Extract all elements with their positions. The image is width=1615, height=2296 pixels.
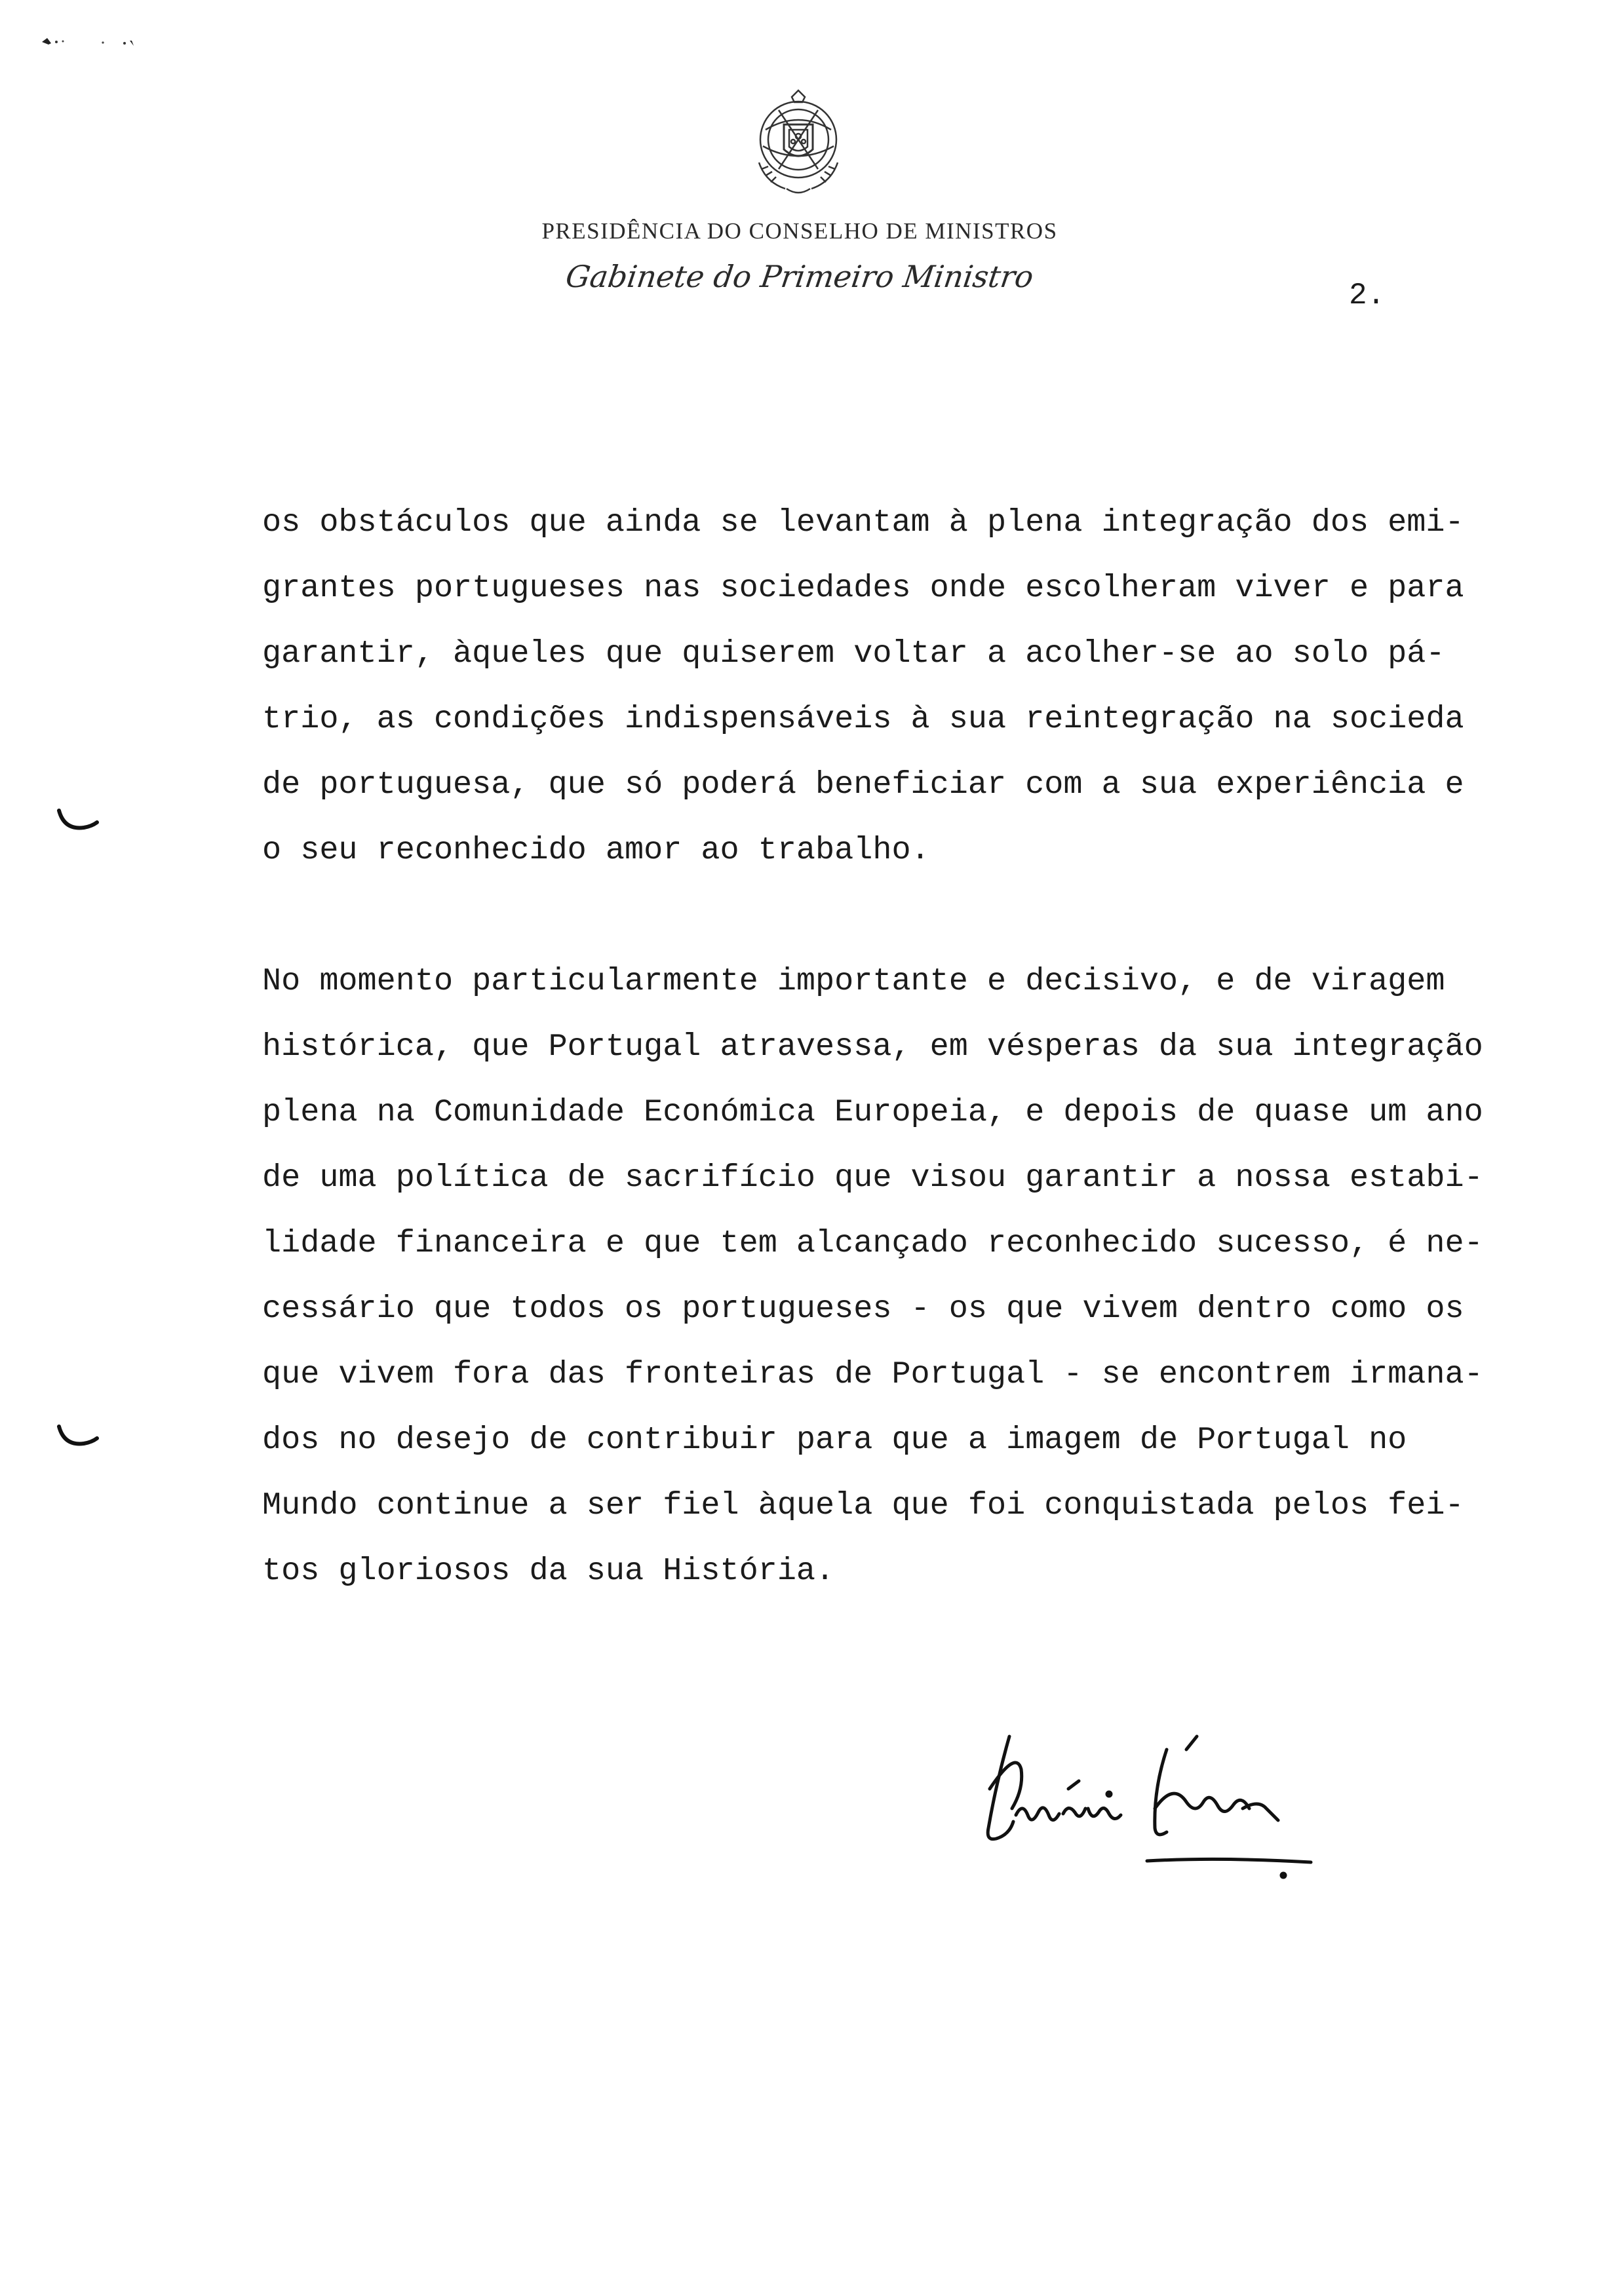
text-line: trio, as condições indispensáveis à sua reintegração na socieda: [262, 701, 1464, 737]
page-number: 2.: [1349, 278, 1386, 313]
paragraph: [262, 490, 1547, 883]
letterhead-title: PRESIDÊNCIA DO CONSELHO DE MINISTROS: [541, 218, 1058, 244]
text-line: o seu reconhecido amor ao trabalho.: [262, 832, 930, 868]
scan-artifact-icon: [41, 31, 152, 51]
text-line: Mundo continue a ser fiel àquela que foi conquistada pelos fei-: [262, 1487, 1464, 1523]
text-line: grantes portugueses nas sociedades onde escolheram viver e para: [262, 570, 1464, 606]
text-line: dos no desejo de contribuir para que a imagem de Portugal no: [262, 1422, 1407, 1458]
punch-hole-mark-icon: [52, 1419, 105, 1458]
text-line: tos gloriosos da sua História.: [262, 1553, 835, 1589]
handwritten-signature-icon: [970, 1710, 1337, 1887]
text-line: plena na Comunidade Económica Europeia, e depois de quase um ano: [262, 1094, 1483, 1130]
text-line: lidade financeira e que tem alcançado reconhecido sucesso, é ne-: [262, 1225, 1483, 1261]
text-line: cessário que todos os portugueses - os que vivem dentro como os: [262, 1291, 1464, 1327]
text-line: histórica, que Portugal atravessa, em vésperas da sua integração: [262, 1029, 1483, 1065]
text-line: garantir, àqueles que quiserem voltar a acolher-se ao solo pá-: [262, 636, 1445, 672]
text-line: No momento particularmente importante e decisivo, e de viragem: [262, 963, 1445, 999]
coat-of-arms-icon: [739, 84, 857, 202]
letterhead-subtitle: Gabinete do Primeiro Ministro: [563, 259, 1036, 294]
text-line: que vivem fora das fronteiras de Portugal - se encontrem irmana-: [262, 1356, 1483, 1392]
paragraph: [262, 949, 1547, 1604]
punch-hole-mark-icon: [52, 803, 105, 842]
text-line: os obstáculos que ainda se levantam à plena integração dos emi-: [262, 505, 1464, 541]
text-line: de uma política de sacrifício que visou garantir a nossa estabi-: [262, 1160, 1483, 1196]
text-line: de portuguesa, que só poderá beneficiar com a sua experiência e: [262, 767, 1464, 803]
